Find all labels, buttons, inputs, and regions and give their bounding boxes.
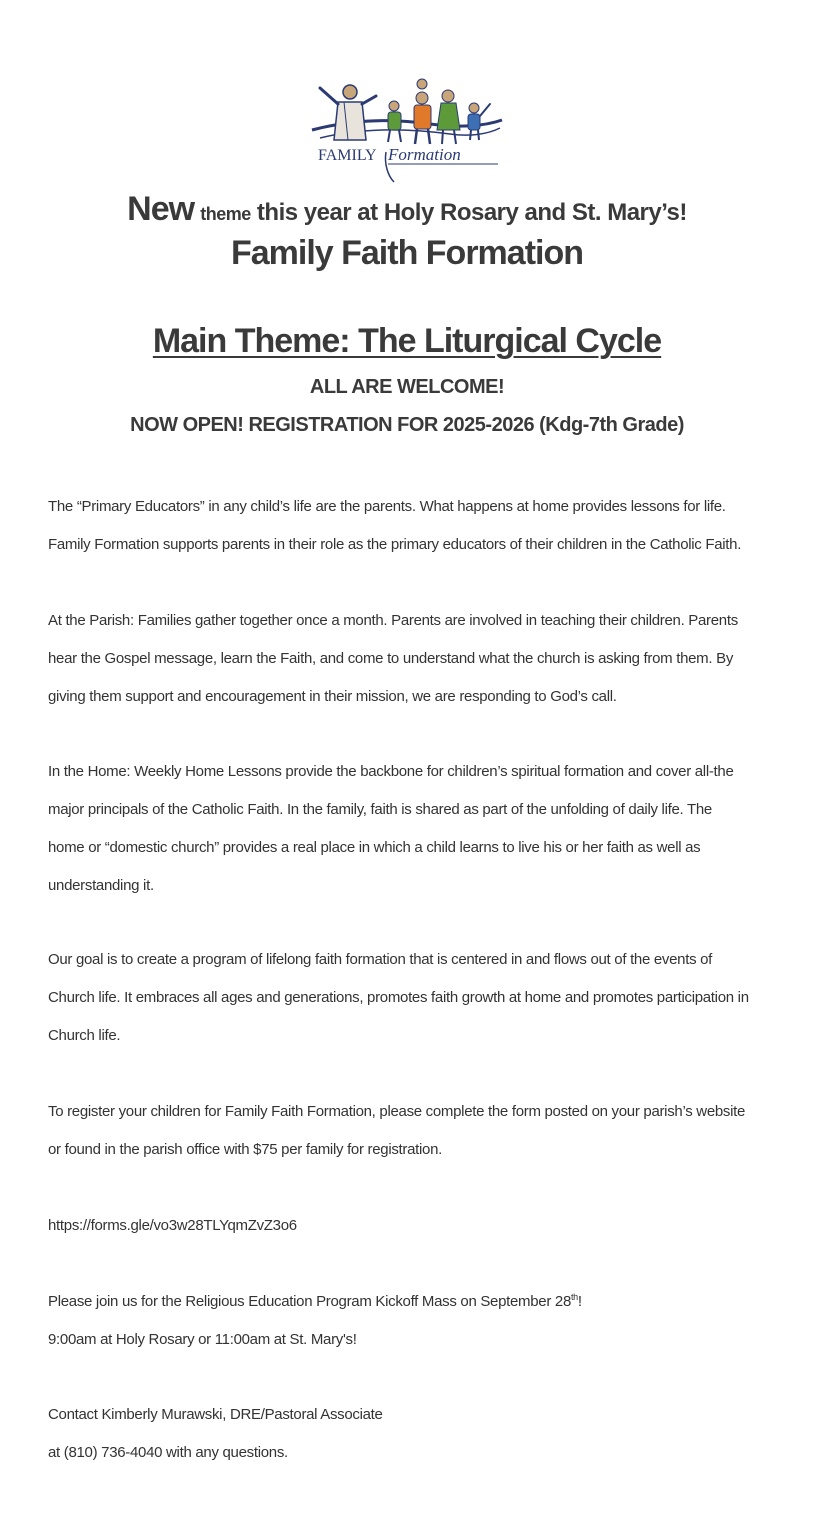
paragraph-kickoff-mass — [48, 1283, 778, 1359]
mass-times-line: 9:00am at Holy Rosary or 11:00am at St. Mary's! — [48, 1331, 357, 1348]
kickoff-mass-line — [48, 1283, 778, 1321]
svg-text:FAMILY: FAMILY — [318, 147, 377, 164]
paragraph-line: home or “domestic church” provides a real place in which a child learns to live his or her faith as well as — [48, 839, 701, 856]
family-formation-logo-icon — [310, 68, 506, 186]
kickoff-mass-text: Please join us for the Religious Education Program Kickoff Mass on September 28 — [48, 1293, 571, 1310]
paragraph-our-goal — [48, 941, 778, 1055]
heading-new: New — [127, 190, 195, 228]
intro-heading — [0, 190, 814, 229]
paragraph-line: major principals of the Catholic Faith. In the family, faith is shared as part of the unfolding of daily life. The — [48, 801, 712, 818]
date-ordinal-suffix: th — [570, 1292, 578, 1302]
heading-rest: this year at Holy Rosary and St. Mary’s! — [256, 199, 687, 226]
page-title: Family Faith Formation — [230, 234, 584, 272]
paragraph-line: understanding it. — [48, 877, 154, 894]
paragraph-line: Family Formation supports parents in their role as the primary educators of their children in the Catholic Faith. — [48, 536, 742, 553]
registration-form-link[interactable]: https://forms.gle/vo3w28TLYqmZvZ3o6 — [48, 1217, 297, 1234]
paragraph-line: In the Home: Weekly Home Lessons provide the backbone for children’s spiritual formation and cover all-the — [48, 763, 734, 780]
registration-link-block — [48, 1207, 778, 1245]
paragraph-register — [48, 1093, 778, 1169]
jesus-figure-icon — [320, 85, 376, 140]
paragraph-line: To register your children for Family Faith Formation, please complete the form posted on your parish’s website — [48, 1103, 746, 1120]
paragraph-line: giving them support and encouragement in their mission, we are responding to God’s call. — [48, 688, 617, 705]
welcome-heading: ALL ARE WELCOME! — [309, 376, 505, 398]
paragraph-line: At the Parish: Families gather together once a month. Parents are involved in teaching their children. Parents — [48, 612, 738, 629]
kickoff-mass-exclaim: ! — [577, 1293, 582, 1310]
paragraph-line: The “Primary Educators” in any child’s life are the parents. What happens at home provides lessons for life. — [48, 498, 726, 515]
main-theme-heading: Main Theme: The Liturgical Cycle — [152, 322, 662, 360]
paragraph-in-the-home — [48, 753, 778, 905]
paragraph-line: Church life. — [48, 1027, 121, 1044]
paragraph-line: hear the Gospel message, learn the Faith, and come to understand what the church is asking from them. By — [48, 650, 734, 667]
family-formation-logo — [310, 68, 506, 186]
paragraph-line: Our goal is to create a program of lifelong faith formation that is centered in and flows out of the events of — [48, 951, 713, 968]
paragraph-at-the-parish — [48, 602, 778, 716]
paragraph-contact — [48, 1396, 778, 1472]
contact-name-line: Contact Kimberly Murawski, DRE/Pastoral Associate — [48, 1406, 383, 1423]
paragraph-primary-educators — [48, 488, 778, 564]
registration-heading: NOW OPEN! REGISTRATION FOR 2025-2026 (Kdg-7th Grade) — [130, 414, 684, 436]
contact-phone-line: at (810) 736-4040 with any questions. — [48, 1444, 288, 1461]
paragraph-line: Church life. It embraces all ages and generations, promotes faith growth at home and promotes participation in — [48, 989, 749, 1006]
heading-theme: theme — [200, 204, 251, 224]
svg-text:Formation: Formation — [388, 145, 461, 164]
paragraph-line: or found in the parish office with $75 per family for registration. — [48, 1141, 443, 1158]
